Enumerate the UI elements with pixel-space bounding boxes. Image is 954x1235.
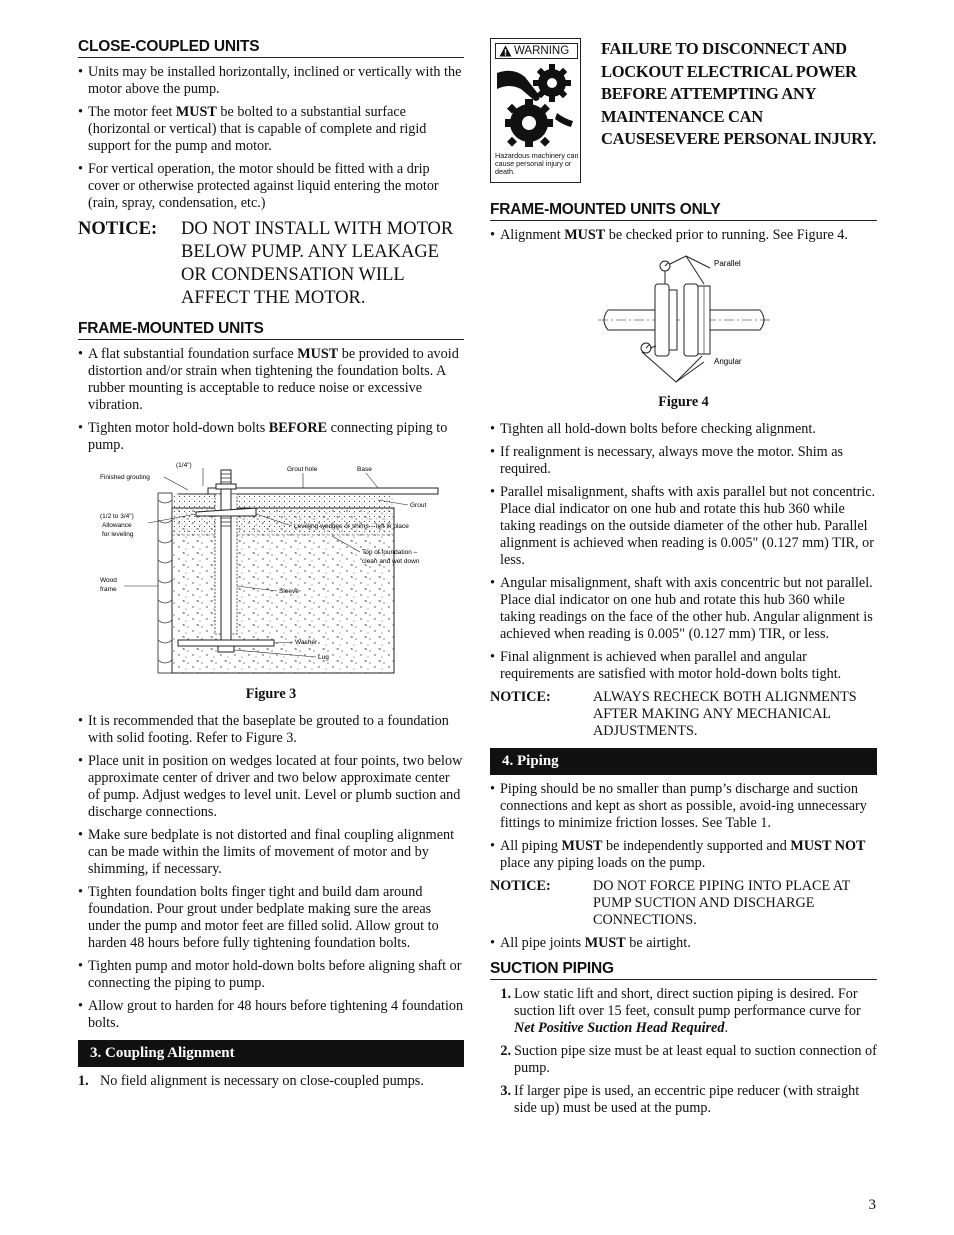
list-item: • Tighten foundation bolts finger tight and build dam around foundation. Pour grout under bedplate making sure the areas under the pump and motor feet are filled solid. Allow grout to harden 48 hours before fully tightening foundation bolts. [78, 884, 464, 952]
list-item: • Piping should be no smaller than pump’s discharge and suction connections and kept as short as possible, avoid-ing unnecessary fittings to minimize friction losses. See Table 1. [490, 781, 877, 832]
list-item: • For vertical operation, the motor should be fitted with a drip cover or otherwise protected against liquid entering the motor (rain, spray, condensation, etc.) [78, 161, 464, 212]
label-allowance-range: (1/2 to 3/4") [100, 513, 134, 520]
list-item: • Tighten all hold-down bolts before checking alignment. [490, 421, 877, 438]
suction-piping-heading: SUCTION PIPING [490, 960, 877, 980]
label-quarter: (1/4") [176, 462, 192, 469]
frame-mounted-only-heading: FRAME-MOUNTED UNITS ONLY [490, 201, 877, 221]
notice-motor [78, 218, 464, 310]
close-coupled-heading: CLOSE-COUPLED UNITS [78, 38, 464, 58]
warning-badge-text: WARNING [514, 45, 570, 57]
warning-caption: Hazardous machinery can cause personal injury or death. [495, 151, 579, 176]
notice-recheck [490, 689, 877, 740]
list-item: • If realignment is necessary, always move the motor. Shim as required. [490, 444, 877, 478]
foundation-diagram [78, 460, 464, 682]
label-washer: Washer [295, 639, 318, 646]
notice-label: NOTICE: [490, 689, 551, 705]
notice-piping [490, 878, 877, 929]
warning-title: FAILURE TO DISCONNECT AND LOCKOUT ELECTRICAL POWER BEFORE ATTEMPTING ANY MAINTENANCE CAN CAUSESEVERE PERSONAL INJURY. [601, 39, 877, 148]
label-grout: Grout [410, 502, 427, 509]
machinery-hazard-icon [495, 61, 578, 151]
warning-label [490, 38, 581, 183]
notice-text: ALWAYS RECHECK BOTH ALIGNMENTS AFTER MAKING ANY MECHANICAL ADJUSTMENTS. [593, 689, 857, 739]
label-frame: frame [100, 586, 117, 593]
item-number: 1. [78, 1073, 89, 1089]
item-text: Low static lift and short, direct suction piping is desired. For suction lift over 15 feet, consult pump performance curve for Net Positive Suction Head Required. [514, 986, 861, 1036]
page-number: 3 [868, 1197, 876, 1213]
label-angular: Angular [714, 357, 742, 366]
list-item [490, 1083, 877, 1117]
list-item: • Tighten motor hold-down bolts BEFORE connecting piping to pump. [78, 420, 464, 454]
label-for-leveling: for leveling [102, 531, 134, 538]
label-top-foundation: Top of foundation – [362, 549, 418, 556]
notice-label: NOTICE: [490, 878, 551, 894]
list-item: • Units may be installed horizontally, inclined or vertically with the motor above the pump. [78, 64, 464, 98]
item-number: 3. [500, 1083, 511, 1099]
list-item: • Make sure bedplate is not distorted and final coupling alignment can be made within the limits of movement of motor and by shimming, if necessary. [78, 827, 464, 878]
warning-badge [495, 43, 578, 59]
item-text: No field alignment is necessary on close-coupled pumps. [100, 1073, 424, 1089]
notice-text: DO NOT FORCE PIPING INTO PLACE AT PUMP SUCTION AND DISCHARGE CONNECTIONS. [593, 878, 850, 928]
piping-bar: 4. Piping [490, 748, 877, 775]
label-sleeve: Sleeve [279, 588, 299, 595]
figure-3-caption: Figure 3 [245, 686, 297, 702]
left-column [78, 38, 464, 1096]
label-finished-grouting: Finished grouting [100, 474, 150, 481]
list-item: • All pipe joints MUST be airtight. [490, 935, 877, 952]
list-item: • All piping MUST be independently supported and MUST NOT place any piping loads on the pump. [490, 838, 877, 872]
frame-mounted-heading: FRAME-MOUNTED UNITS [78, 320, 464, 340]
alignment-diagram [490, 250, 877, 390]
label-clean-wet: clean and wet down [362, 558, 420, 565]
warning-triangle-icon [499, 45, 512, 57]
list-item [490, 986, 877, 1037]
label-parallel: Parallel [714, 259, 741, 268]
list-item: • Angular misalignment, shaft with axis concentric but not parallel. Place dial indicator on one hub and rotate this hub 360 while taking readings on the face of the other hub. Angular alignment is achieved when reading is 0.005" (0.127 mm) TIR, or less. [490, 575, 877, 643]
list-item: • A flat substantial foundation surface MUST be provided to avoid distortion and/or strain when tightening the foundation bolts. A rubber mounting is acceptable to reduce noise or excessive vibration. [78, 346, 464, 414]
label-leveling: Leveling wedges or shims – left in place [294, 523, 409, 530]
coupling-alignment-bar: 3. Coupling Alignment [78, 1040, 464, 1067]
item-number: 1. [500, 986, 511, 1002]
list-item: • Tighten pump and motor hold-down bolts before aligning shaft or connecting the piping to pump. [78, 958, 464, 992]
label-base: Base [357, 466, 372, 473]
list-item: • Alignment MUST be checked prior to running. See Figure 4. [490, 227, 877, 244]
notice-text: DO NOT INSTALL WITH MOTOR BELOW PUMP. ANY LEAKAGE OR CONDENSATION WILL AFFECT THE MOTOR. [181, 219, 454, 308]
right-column [490, 38, 877, 1123]
label-wood: Wood [100, 577, 117, 584]
label-allowance: Allowance [102, 522, 132, 529]
list-item [490, 1043, 877, 1077]
list-item: • It is recommended that the baseplate be grouted to a foundation with solid footing. Refer to Figure 3. [78, 713, 464, 747]
list-item: • The motor feet MUST be bolted to a substantial surface (horizontal or vertical) that is capable of complete and rigid support for the pump and motor. [78, 104, 464, 155]
item-text: If larger pipe is used, an eccentric pipe reducer (with straight side up) must be used at the pump. [514, 1083, 860, 1116]
notice-label: NOTICE: [78, 219, 158, 239]
warning-block [490, 38, 877, 183]
figure-4-caption: Figure 4 [658, 394, 709, 410]
item-text: Suction pipe size must be at least equal to suction connection of pump. [514, 1043, 877, 1076]
list-item: • Allow grout to harden for 48 hours before tightening 4 foundation bolts. [78, 998, 464, 1032]
label-lug: Lug [318, 654, 329, 661]
list-item: • Final alignment is achieved when parallel and angular requirements are satisfied with motor hold-down bolts tight. [490, 649, 877, 683]
label-grout-hole: Grout hole [287, 466, 318, 473]
list-item [78, 1073, 464, 1090]
list-item: • Place unit in position on wedges located at four points, two below approximate center of driver and two below approximate center of pump. Adjust wedges to level unit. Level or plumb suction and discharge connections. [78, 753, 464, 821]
item-number: 2. [500, 1043, 511, 1059]
list-item: • Parallel misalignment, shafts with axis parallel but not concentric. Place dial indicator on one hub and rotate this hub 360 while taking readings on the outside diameter of the other hub. Parallel alignment is achieved when reading is 0.005" (0.127 mm) TIR, or less. [490, 484, 877, 569]
